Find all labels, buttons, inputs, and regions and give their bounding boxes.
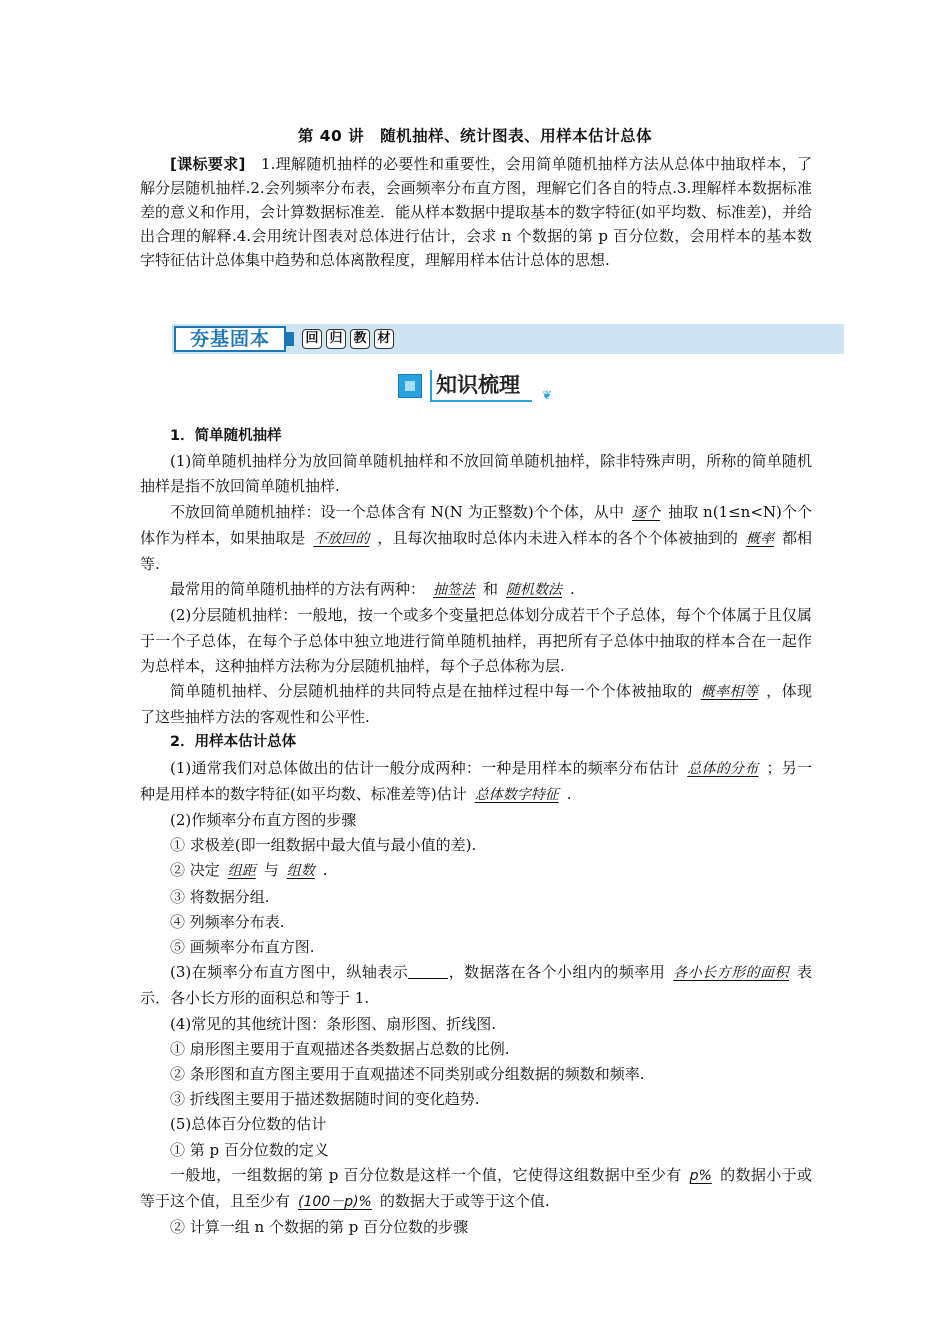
text: ，且每次抽取时总体内未进入样本的各个个体被抽到的 [377,528,738,547]
square-icon [398,374,422,398]
text: 最常用的简单随机抽样的方法有两种： [170,580,426,599]
list-item: ① 第 p 百分位数的定义 [170,1140,329,1159]
banner-divider [286,332,294,346]
paragraph [140,960,812,1011]
answer-blank: 总体数字特征 [474,786,559,803]
step-item: ④ 列频率分布表. [170,912,285,931]
answer-blank: 不放回的 [313,530,370,547]
text: ；另一种是用样本的数字特征(如平均数、标准差等)估计 [140,758,812,803]
answer-blank: 概率 [745,530,774,547]
text: 简单随机抽样、分层随机抽样的共同特点是在抽样过程中每一个个体被抽取的 [170,682,693,701]
section-banner [172,324,844,354]
banner-chip: 材 [374,329,394,349]
text: (1)通常我们对总体做出的估计一般分成两种：一种是用样本的频率分布估计 [170,758,680,777]
paragraph [140,679,812,730]
text: 表示．各小长方形的面积总和等于 1. [140,963,812,1008]
banner-chip: 教 [350,329,370,349]
answer-blank: 逐个 [632,504,661,521]
leaf-icon: ❦ [542,388,553,402]
answer-blank: 抽签法 [433,582,476,599]
list-item: ② 条形图和直方图主要用于直观描述不同类别或分组数据的频数和频率. [170,1065,645,1084]
step-item: ③ 将数据分组. [170,887,270,906]
text: 和 [483,580,499,599]
page-title: 第 40 讲 随机抽样、统计图表、用样本估计总体 [297,127,653,145]
requirements-tag: [课标要求] [170,155,246,173]
text: 与 [263,861,279,880]
list-item: ① 扇形图主要用于直观描述各类数据占总数的比例. [170,1039,510,1058]
answer-blank: p% [689,1167,712,1184]
text: 都相等. [140,528,812,574]
text: ② 决定 [170,861,220,880]
text: 的数据大于或等于这个值. [379,1192,550,1211]
text: . [566,784,572,803]
list-item: ② 计算一组 n 个数据的第 p 百分位数的步骤 [170,1218,469,1237]
paragraph: (1)简单随机抽样分为放回简单随机抽样和不放回简单随机抽样，除非特殊声明，所称的简单随机抽样是指不放回简单随机抽样. [140,452,812,496]
banner-chip: 回 [302,329,322,349]
text: . [322,861,328,880]
text: 的数据小于或等于这个值，且至少有 [140,1165,812,1211]
text: (3)在频率分布直方图中，纵轴表示 [170,963,409,982]
step-item: ⑤ 画频率分布直方图. [170,938,315,957]
text: ，体现了这些抽样方法的客观性和公平性. [140,682,812,727]
content-body [140,424,812,1241]
answer-blank: 总体的分布 [687,760,759,777]
requirements-text: 1.理解随机抽样的必要性和重要性，会用简单随机抽样方法从总体中抽取样本，了解分层随机抽样.2.会列频率分布表，会画频率分布直方图，理解它们各自的特点.3.理解样本数据标准差的意义和作用，会计算数据标准差．能从样本数据中提取基本的数字特征(如平均数、标准差)，并给出合理的解释.4.会用统计图表对总体进行估计，会求 n 个数据的第 p 百分位数，会用样本的基本数字特征估计总体集中趋势和总体离散程度，理解用样本估计总体的思想. [140,155,812,269]
paragraph [140,577,812,603]
paragraph: (5)总体百分位数的估计 [170,1115,327,1134]
list-item: ③ 折线图主要用于描述数据随时间的变化趋势. [170,1090,480,1109]
knowledge-heading [398,370,558,402]
answer-blank: 组距 [227,863,256,880]
paragraph: (4)常见的其他统计图：条形图、扇形图、折线图. [170,1014,497,1033]
paragraph [140,500,812,578]
answer-blank: 随机数法 [506,582,563,599]
empty-blank [408,964,448,979]
banner-chips [302,329,398,349]
curriculum-requirements [140,152,812,272]
answer-blank: 各小长方形的面积 [673,965,789,982]
text: . [570,580,575,599]
text: ，数据落在各个小组内的频率用 [448,963,666,982]
answer-blank: 概率相等 [700,684,759,701]
text: 一般地，一组数据的第 p 百分位数是这样一个值，它使得这组数据中至少有 [170,1165,682,1184]
answer-blank: 组数 [286,863,315,880]
heading-simple-random-sampling: 1．简单随机抽样 [170,428,282,444]
paragraph [140,756,812,808]
answer-blank: (100－p)% [298,1194,372,1211]
text: 不放回简单随机抽样：设一个总体含有 N(N 为正整数)个个体，从中 [170,502,625,521]
heading-sample-estimation: 2．用样本估计总体 [170,734,297,751]
paragraph: (2)分层随机抽样：一般地，按一个或多个变量把总体划分成若干个子总体，每个个体属于且仅属于一个子总体，在每个子总体中独立地进行简单随机抽样，再把所有子总体中抽取的样本合在一起作为总样本，这种抽样方法称为分层随机抽样，每个子总体称为层. [140,606,812,675]
banner-main-label: 夯基固本 [174,326,286,352]
banner-chip: 归 [326,329,346,349]
step-item [140,858,812,884]
paragraph: (2)作频率分布直方图的步骤 [170,811,357,830]
step-item: ① 求极差(即一组数据中最大值与最小值的差). [170,836,477,855]
section-title: 知识梳理 [430,370,532,402]
text: 抽取 n(1≤n<N)个个体作为样本，如果抽取是 [140,502,812,547]
paragraph [140,1163,812,1215]
